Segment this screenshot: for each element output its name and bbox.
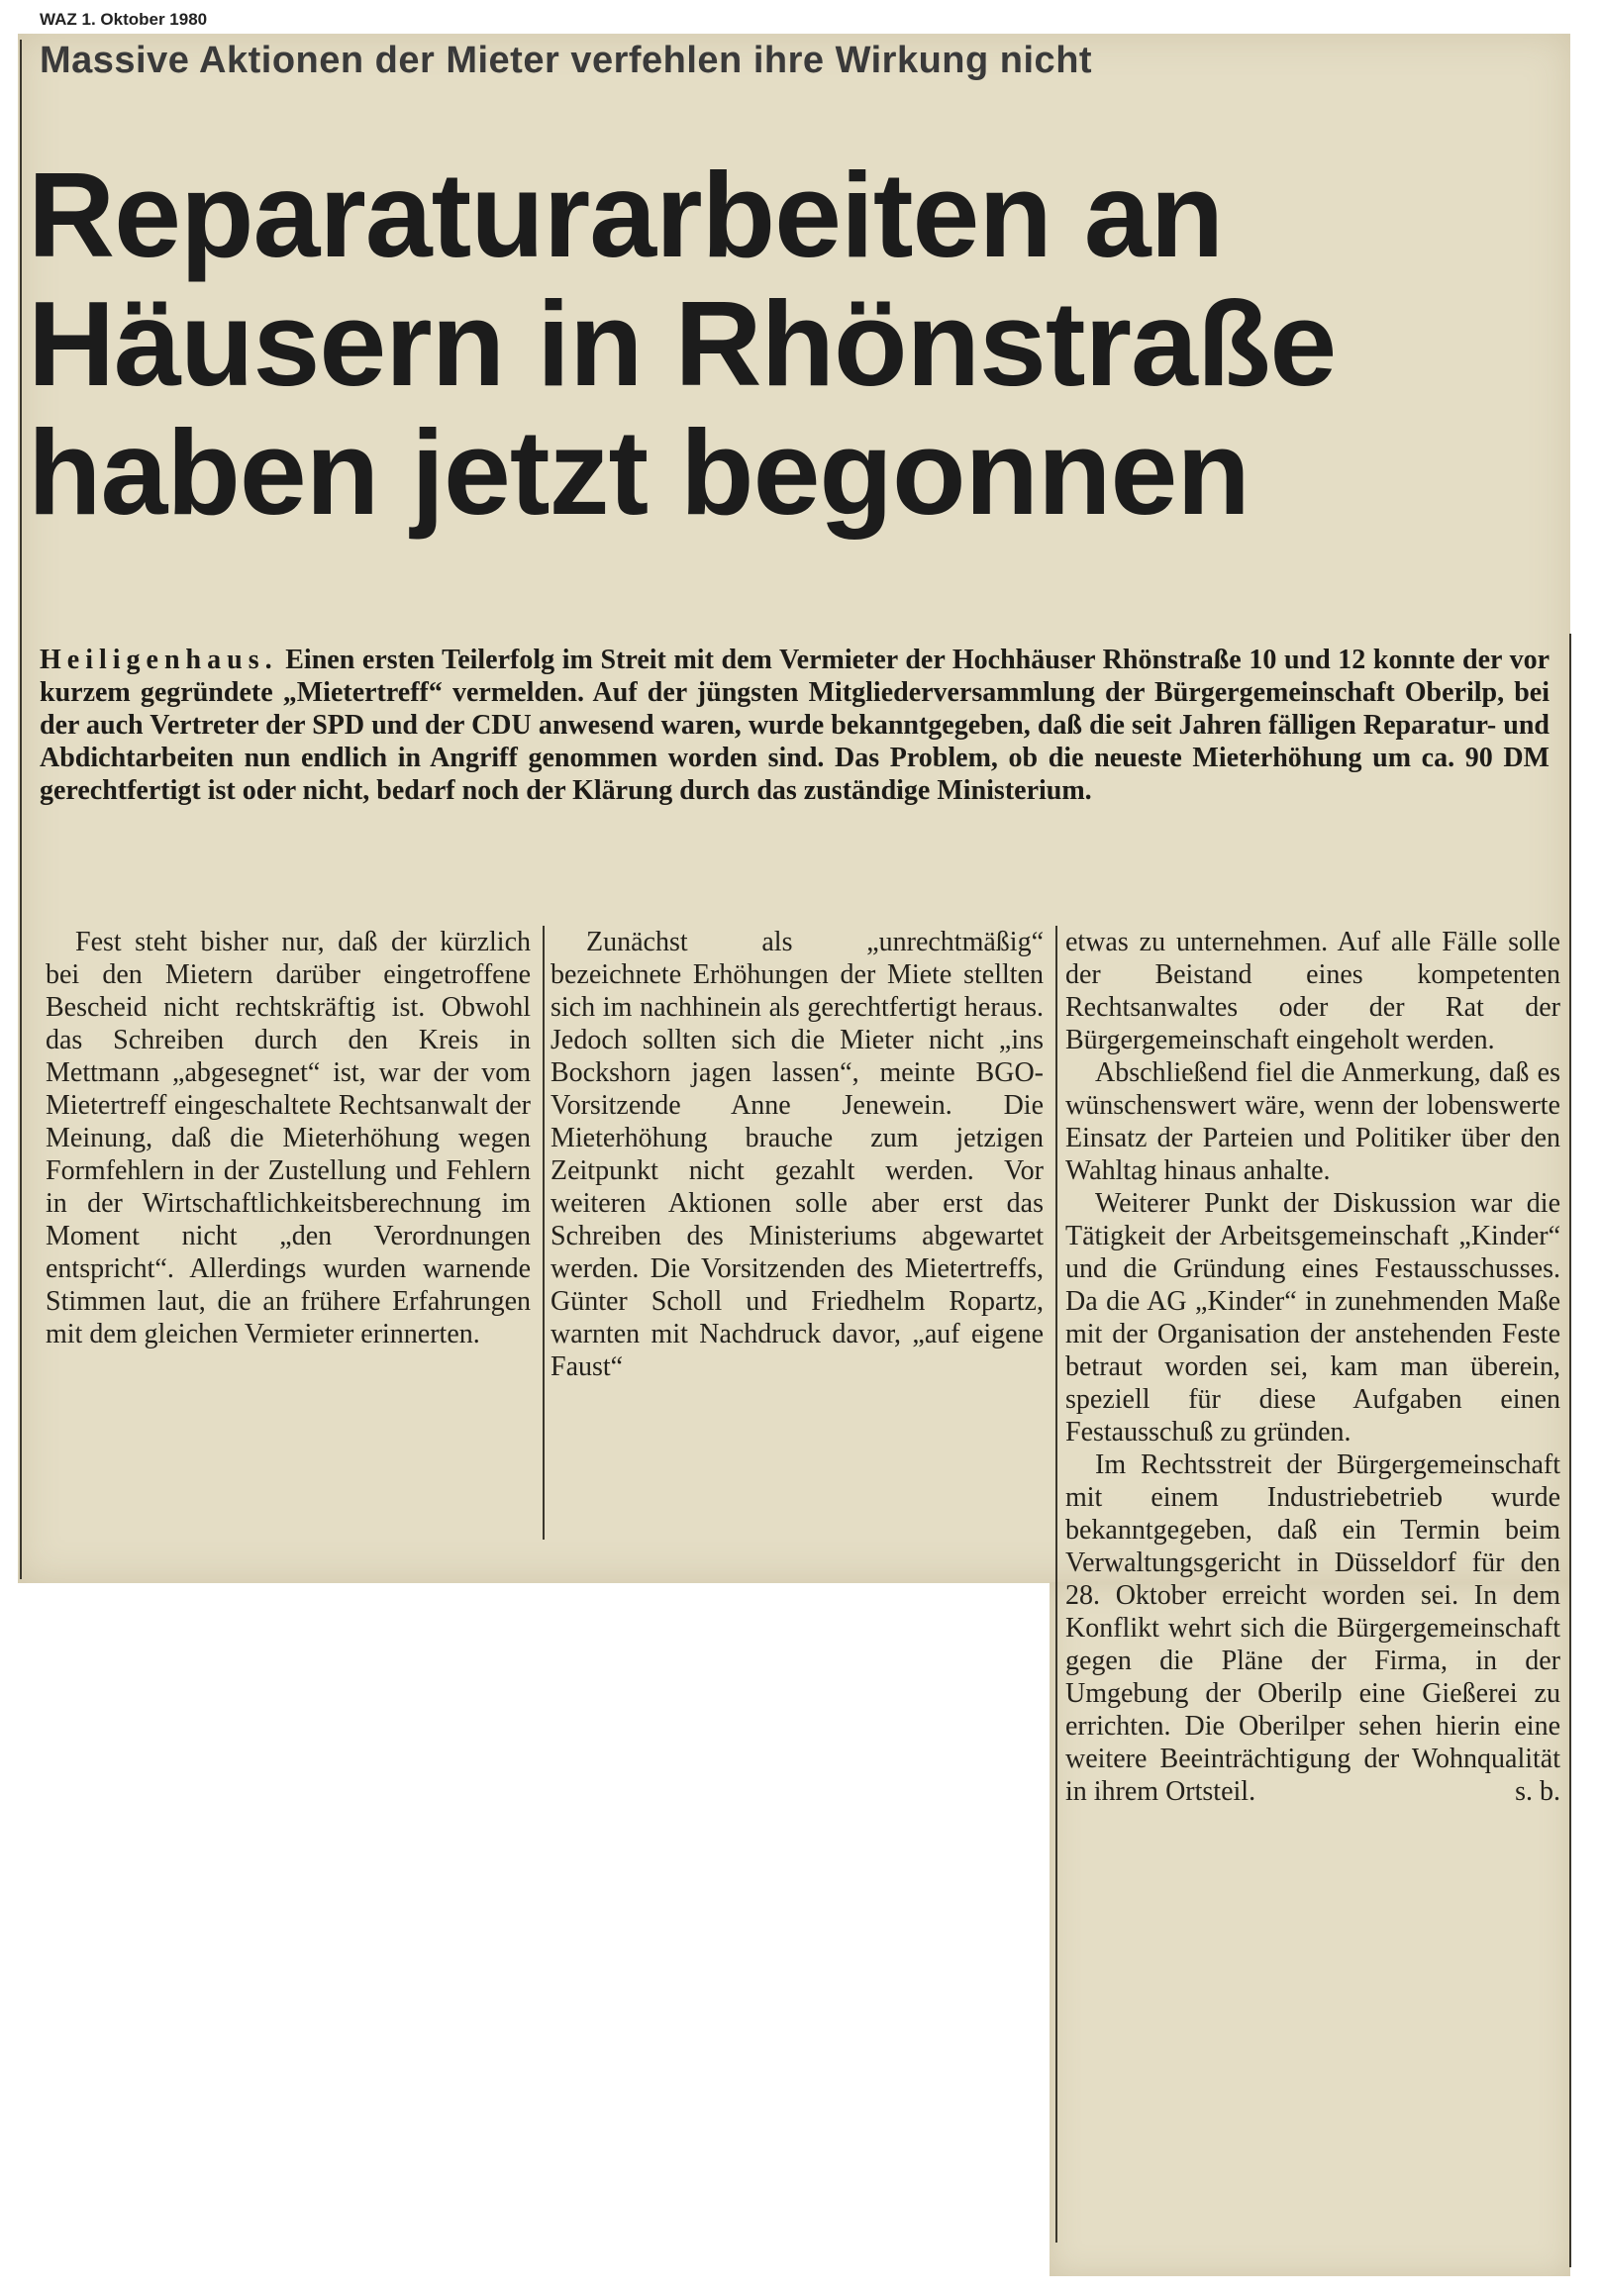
headline-line-3: haben jetzt begonnen <box>28 405 1250 540</box>
column-3-paragraph-1: etwas zu unternehmen. Auf alle Fälle solle der Beistand eines kompetenten Rechtsanwaltes oder der Rat der Bürgergemeinschaft eingeholt werden. <box>1065 927 1560 1055</box>
border-left-rule <box>20 40 22 1579</box>
column-rule-2 <box>1055 926 1057 2243</box>
column-3-paragraph-3: Weiterer Punkt der Diskussion war die Tätigkeit der Arbeitsgemeinschaft „Kinder“ und die Gründung eines Festausschusses. Da die AG „Kinder“ in zunehmenden Maße mit der Organisation der anstehenden Feste betraut worden sei, kam man überein, speziell für diese Aufgaben einen Festausschuß zu gründen. <box>1065 1188 1560 1447</box>
column-rule-1 <box>543 926 545 1540</box>
lead-paragraph <box>40 644 1550 807</box>
column-2-paragraph-1: Zunächst als „unrechtmäßig“ bezeichnete Erhöhungen der Miete stellten sich im nachhinein als gerechtfertigt heraus. Jedoch sollten sich die Mieter nicht „ins Bockshorn jagen lassen“, meinte BGO-Vorsitzende Anne Jenewein. Die Mieterhöhung brauche zum jetzigen Zeitpunkt nicht gezahlt werden. Vor weiteren Aktionen solle aber erst das Schreiben des Ministeriums abgewartet werden. Die Vorsitzenden des Mietertreffs, Günter Scholl und Friedhelm Ropartz, warnten mit Nachdruck davor, „auf eigene Faust“ <box>550 927 1044 1382</box>
article-column-2 <box>550 926 1044 1383</box>
border-right-rule <box>1569 634 1571 2267</box>
dateline: WAZ 1. Oktober 1980 <box>40 10 208 29</box>
article-column-3 <box>1065 926 1560 1808</box>
headline-line-2: Häusern in Rhönstraße <box>28 276 1337 411</box>
article-column-1 <box>46 926 531 1350</box>
column-1-paragraph-1: Fest steht bisher nur, daß der kürzlich bei den Mietern darüber eingetroffene Bescheid nicht rechtskräftig ist. Obwohl das Schreiben durch den Kreis in Mettmann „abgesegnet“ ist, war der vom Mietertreff eingeschaltete Rechtsanwalt der Meinung, daß die Mieterhöhung wegen Formfehlern in der Zustellung und Fehlern in der Wirtschaftlichkeitsberechnung im Moment nicht „den Verordnungen entspricht“. Allerdings wurden warnende Stimmen laut, die an frühere Erfahrungen mit dem gleichen Vermieter erinnerten. <box>46 927 531 1349</box>
headline <box>28 148 1572 540</box>
column-3-paragraph-2: Abschließend fiel die Anmerkung, daß es wünschenswert wäre, wenn der lobenswerte Einsatz der Parteien und Politiker über den Wahltag hinaus anhalte. <box>1065 1057 1560 1186</box>
column-3-paragraph-4 <box>1065 1448 1560 1808</box>
overline: Massive Aktionen der Mieter verfehlen ihre Wirkung nicht <box>40 40 1093 81</box>
author-signature: s. b. <box>1515 1776 1560 1807</box>
lead-place: Heiligenhaus. <box>40 645 278 675</box>
column-3-paragraph-4-text: Im Rechtsstreit der Bürgergemeinschaft mit einem Industriebetrieb wurde bekanntgegeben, daß ein Termin beim Verwaltungsgericht in Düsseldorf für den 28. Oktober erreicht worden sei. In dem Konflikt wehrt sich die Bürgergemeinschaft gegen die Pläne der Firma, in der Umgebung der Oberilp eine Gießerei zu errichten. Die Oberilper sehen hierin eine weitere Beeinträchtigung der Wohnqualität in ihrem Ortsteil. <box>1065 1449 1560 1807</box>
headline-line-1: Reparaturarbeiten an <box>28 148 1224 282</box>
lead-text: Einen ersten Teilerfolg im Streit mit dem Vermieter der Hochhäuser Rhönstraße 10 und 12 konnte der vor kurzem gegründete „Mietertreff“ vermelden. Auf der jüngsten Mitgliederversammlung der Bürgergemeinschaft Oberilp, bei der auch Vertreter der SPD und der CDU anwesend waren, wurde bekanntgegeben, daß die seit Jahren fälligen Reparatur- und Abdichtarbeiten nun endlich in Angriff genommen worden sind. Das Problem, ob die neueste Mieterhöhung um ca. 90 DM gerechtfertigt ist oder nicht, bedarf noch der Klärung durch das zuständige Ministerium. <box>40 645 1551 806</box>
